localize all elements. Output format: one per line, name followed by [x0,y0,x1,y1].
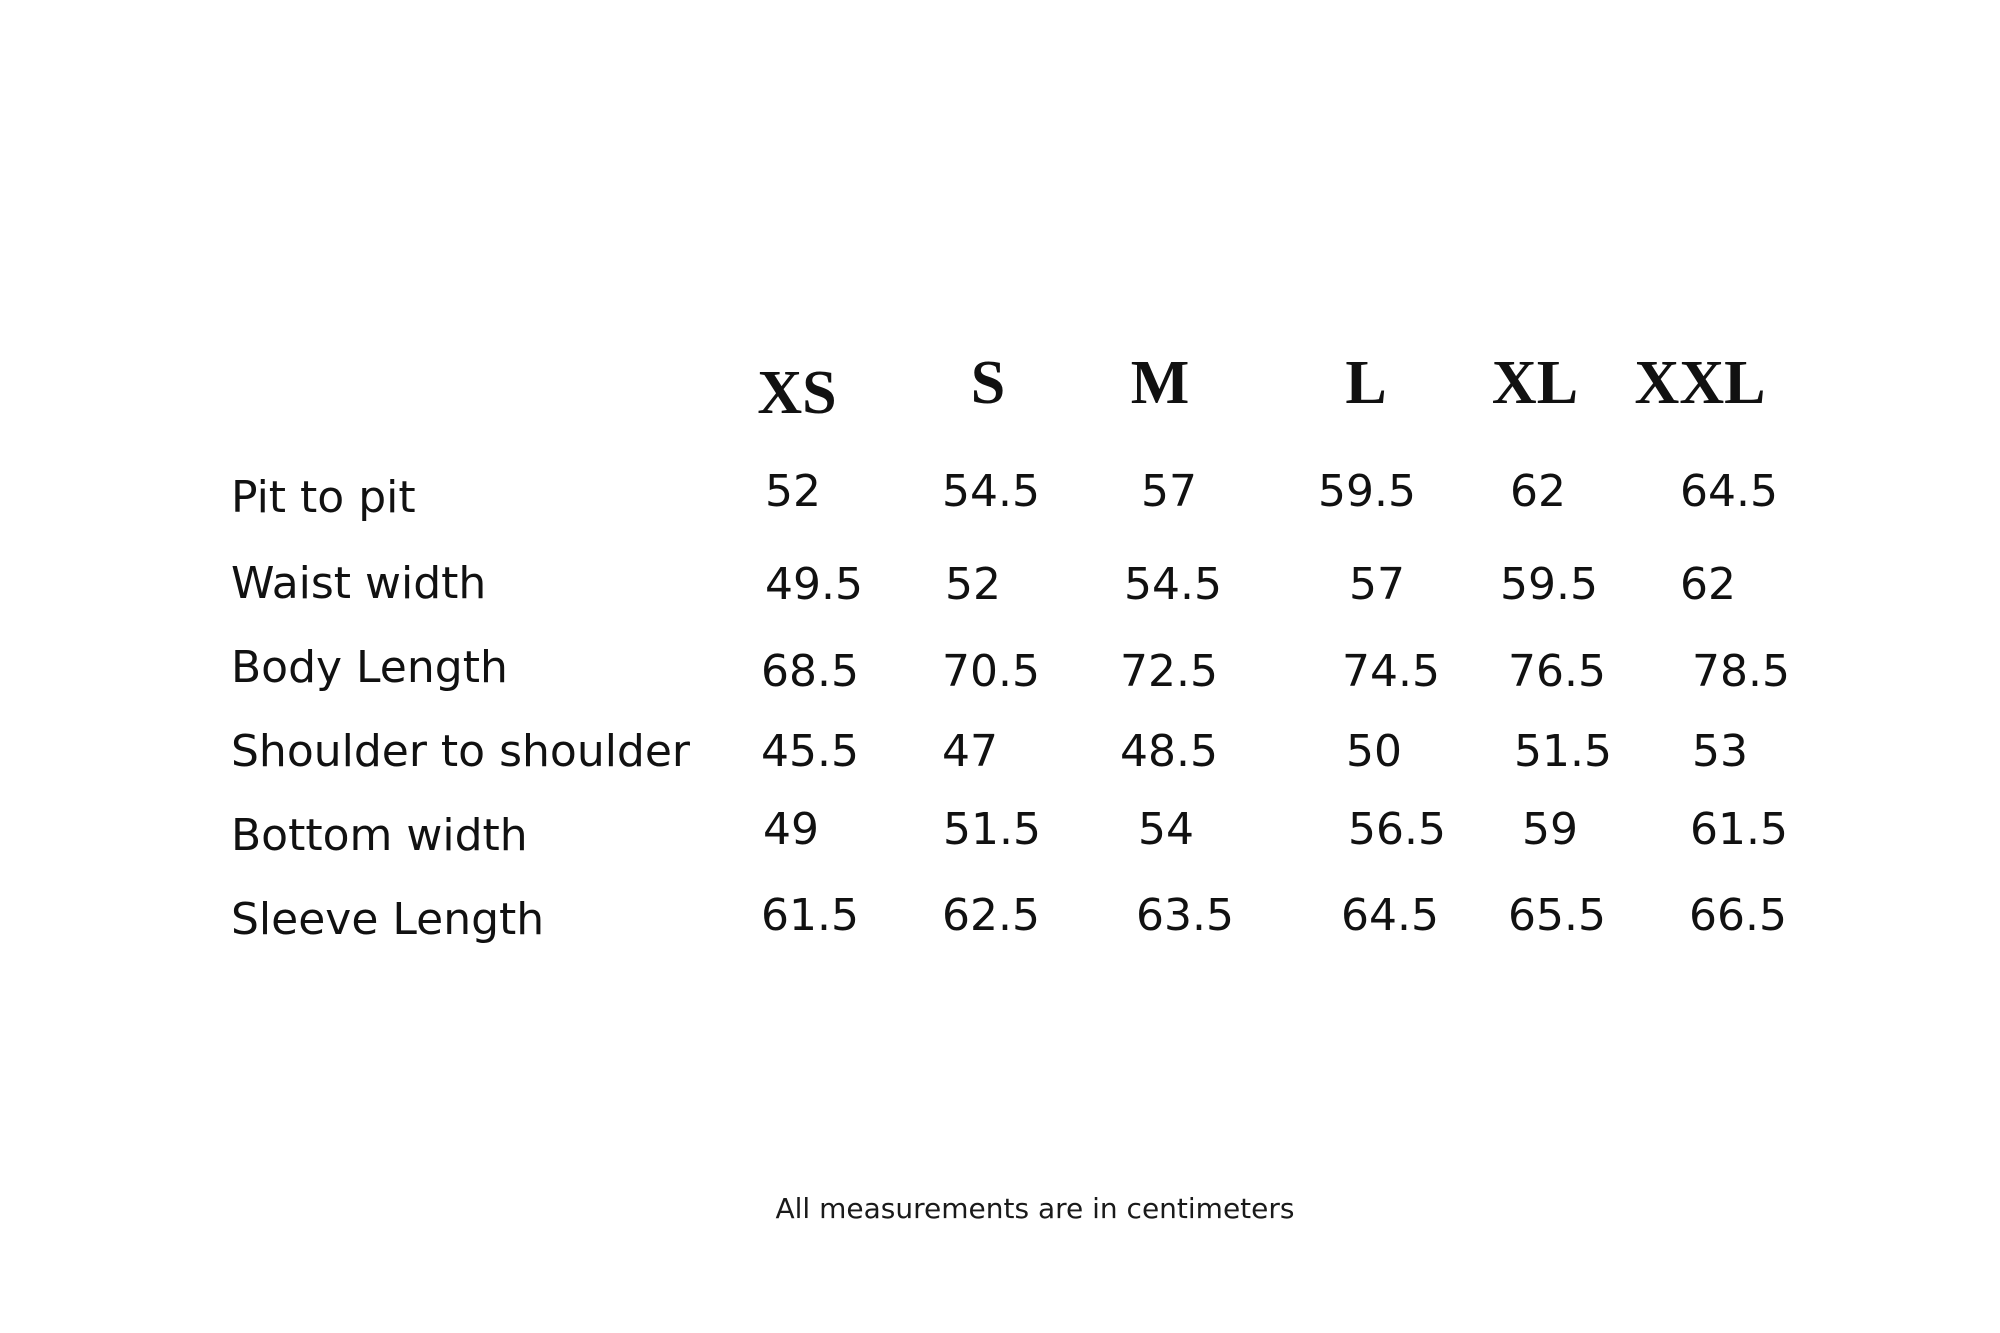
cell-pit-to-pit-xxl: 64.5 [1680,466,1778,517]
cell-bottom-width-xs: 49 [763,804,819,855]
size-header-m: M [1130,349,1190,417]
cell-sleeve-length-xxl: 66.5 [1689,890,1787,941]
size-header-xxl: XXL [1634,349,1766,417]
cell-shoulder-xxl: 53 [1692,726,1748,777]
cell-pit-to-pit-xs: 52 [765,466,821,517]
cell-body-length-xl: 76.5 [1508,646,1606,697]
cell-waist-width-m: 54.5 [1124,559,1222,610]
cell-waist-width-xs: 49.5 [765,559,863,610]
cell-shoulder-l: 50 [1346,726,1402,777]
cell-shoulder-m: 48.5 [1120,726,1218,777]
cell-sleeve-length-xs: 61.5 [761,890,859,941]
row-label-pit-to-pit: Pit to pit [231,472,416,523]
cell-body-length-s: 70.5 [942,646,1040,697]
cell-bottom-width-l: 56.5 [1348,804,1446,855]
cell-shoulder-xs: 45.5 [761,726,859,777]
cell-sleeve-length-l: 64.5 [1341,890,1439,941]
size-header-s: S [970,349,1006,417]
cell-waist-width-l: 57 [1349,559,1405,610]
cell-waist-width-s: 52 [945,559,1001,610]
cell-bottom-width-xxl: 61.5 [1690,804,1788,855]
row-label-sleeve-length: Sleeve Length [231,894,545,945]
size-header-xs: XS [757,359,837,427]
row-label-shoulder-to-shoulder: Shoulder to shoulder [231,726,691,777]
size-header-xl: XL [1491,349,1579,417]
cell-waist-width-xl: 59.5 [1500,559,1598,610]
cell-shoulder-s: 47 [942,726,998,777]
cell-pit-to-pit-s: 54.5 [942,466,1040,517]
cell-sleeve-length-xl: 65.5 [1508,890,1606,941]
cell-waist-width-xxl: 62 [1680,559,1736,610]
row-label-bottom-width: Bottom width [231,810,528,861]
cell-bottom-width-s: 51.5 [943,804,1041,855]
cell-body-length-xs: 68.5 [761,646,859,697]
cell-body-length-l: 74.5 [1342,646,1440,697]
cell-sleeve-length-m: 63.5 [1136,890,1234,941]
row-label-waist-width: Waist width [231,558,487,609]
cell-shoulder-xl: 51.5 [1514,726,1612,777]
cell-bottom-width-m: 54 [1138,804,1194,855]
row-label-body-length: Body Length [231,642,508,693]
cell-body-length-m: 72.5 [1120,646,1218,697]
cell-sleeve-length-s: 62.5 [942,890,1040,941]
cell-pit-to-pit-l: 59.5 [1318,466,1416,517]
cell-bottom-width-xl: 59 [1522,804,1578,855]
cell-pit-to-pit-xl: 62 [1510,466,1566,517]
size-header-l: L [1345,349,1387,417]
measurements-footnote: All measurements are in centimeters [775,1192,1295,1225]
cell-body-length-xxl: 78.5 [1692,646,1790,697]
cell-pit-to-pit-m: 57 [1141,466,1197,517]
